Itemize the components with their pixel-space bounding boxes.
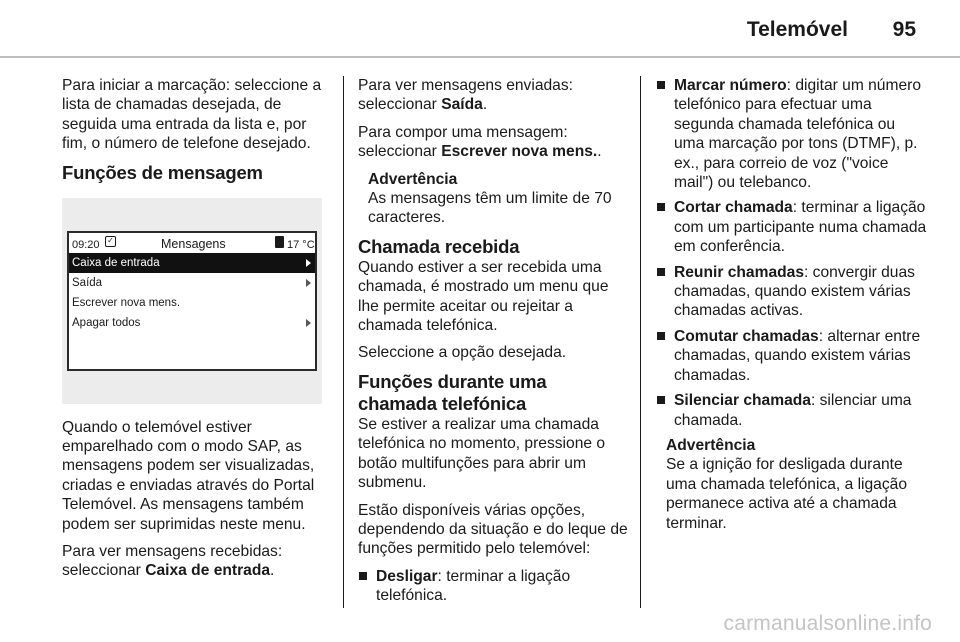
column-3: [656, 76, 928, 541]
screen-menu: [69, 253, 315, 333]
column-divider-1: [343, 76, 344, 608]
section-heading-during-call: Funções durante uma chamada telefónica: [358, 370, 547, 414]
list-item: Silenciar chamada: silenciar uma chamada.: [656, 391, 928, 430]
chevron-right-icon: [306, 259, 311, 267]
section-heading-incoming-call: Chamada recebida: [358, 235, 520, 257]
page-title: Telemóvel: [746, 18, 848, 41]
column-2: [358, 76, 628, 612]
column-divider-2: [640, 76, 641, 608]
note-text: As mensagens têm um limite de 70 caracteres.: [368, 190, 612, 227]
page-header: [0, 0, 960, 56]
sent-term: Saída: [441, 96, 483, 114]
incoming-call-paragraph: Quando estiver a ser recebida uma chamada, é mostrado um menu que lhe permite aceitar ou rejeitar a chamada telefónica.: [358, 258, 609, 335]
screen-time: 09:20: [72, 238, 100, 251]
note-message-limit: [358, 170, 628, 228]
screen-temperature: 17 °C: [287, 238, 315, 251]
screen-title: Mensagens: [161, 236, 226, 251]
section-heading-messages: Funções de mensagem: [62, 161, 263, 183]
inbox-term: Caixa de entrada: [145, 562, 271, 580]
battery-icon: [275, 236, 284, 248]
compose-term: Escrever nova mens.: [441, 143, 598, 161]
screen-status-bar: [69, 233, 315, 251]
inbox-paragraph: Para ver mensagens recebidas: seleccionar Caixa de entrada.: [62, 543, 283, 580]
screen-menu-item-compose: Escrever nova mens.: [72, 296, 181, 309]
page-number: 95: [892, 18, 916, 41]
note-title: Advertência: [666, 436, 756, 454]
call-functions-list-continued: [656, 76, 928, 430]
chevron-right-icon: [306, 279, 311, 287]
screen-menu-item-sent: Saída: [69, 273, 315, 293]
header-divider: [0, 56, 960, 58]
display-screen: [67, 231, 317, 371]
compose-paragraph: Para compor uma mensagem: seleccionar Escrever nova mens..: [358, 123, 602, 161]
screen-menu-item-inbox: Caixa de entrada: [69, 253, 315, 273]
list-item: Comutar chamadas: alternar entre chamadas, quando existem várias chamadas.: [656, 327, 928, 385]
screen-menu-item-delete-all: Apagar todos: [69, 313, 315, 333]
chevron-right-icon: [306, 319, 311, 327]
messages-screen-image: [62, 198, 322, 404]
list-item: Reunir chamadas: convergir duas chamadas, quando existem várias chamadas activas.: [656, 263, 928, 321]
options-paragraph: Estão disponíveis várias opções, dependendo da situação e do leque de funções permitido pelo telemóvel:: [358, 501, 628, 558]
watermark: carmanualsonline.info: [723, 612, 932, 635]
intro-paragraph: Para iniciar a marcação: seleccione a lista de chamadas desejada, de seguida uma entrada da lista e, por fim, o número de telefone desejado.: [62, 77, 322, 153]
list-item: Cortar chamada: terminar a ligação com um participante numa chamada em conferência.: [656, 198, 928, 256]
note-text: Se a ignição for desligada durante uma chamada telefónica, a ligação permanece activa até a chamada terminar.: [666, 456, 907, 532]
select-option-paragraph: Seleccione a opção desejada.: [358, 344, 567, 362]
call-functions-list: [358, 567, 628, 606]
during-call-paragraph: Se estiver a realizar uma chamada telefónica no momento, pressione o botão multifunções para abrir um submenu.: [358, 415, 606, 492]
column-1: [62, 76, 330, 589]
note-title: Advertência: [368, 170, 458, 188]
note-ignition: [656, 436, 928, 533]
list-item: Desligar: terminar a ligação telefónica.: [358, 567, 628, 606]
phone-icon: ✓: [105, 236, 116, 247]
sap-paragraph: Quando o telemóvel estiver emparelhado com o modo SAP, as mensagens podem ser visualizadas, criadas e enviadas através do Portal Telemóvel. As mensagens também podem ser suprimidas neste menu.: [62, 418, 315, 533]
sent-paragraph: Para ver mensagens enviadas: seleccionar Saída.: [358, 77, 573, 114]
list-item: Marcar número: digitar um número telefónico para efectuar uma segunda chamada telefónica ou uma marcação por tons (DTMF), p. ex., para correio de voz ("voice mail") ou telebanco.: [656, 76, 928, 192]
